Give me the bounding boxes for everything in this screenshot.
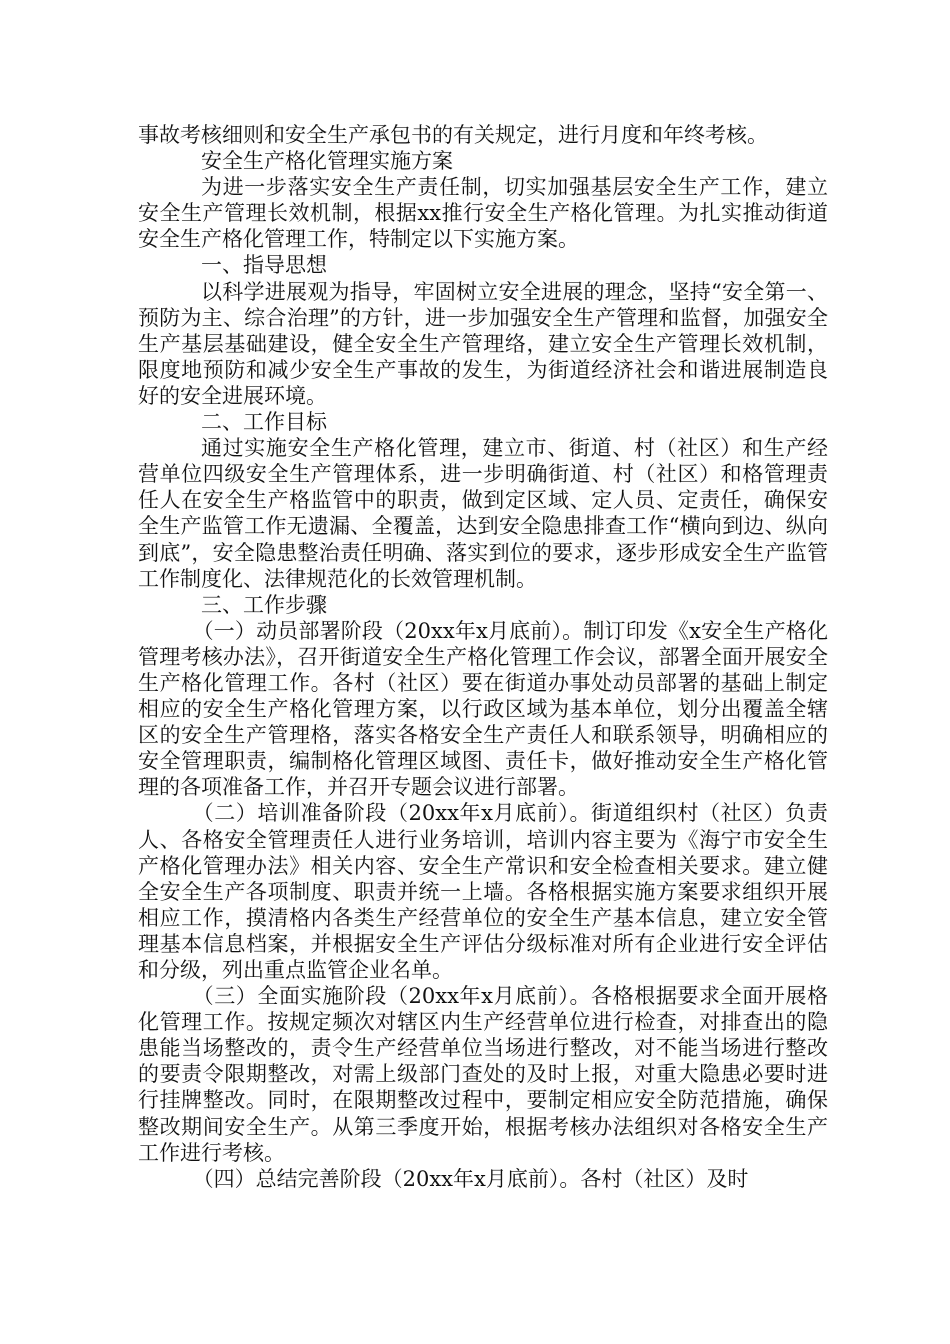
section-heading-guiding-thought: 一、指导思想 [201, 253, 327, 278]
paragraph-step-2: （二）培训准备阶段（20xx年x月底前）。街道组织村（社区）负责人、各格安全管理责任人进行业务培训，培训内容主要为《海宁市安全生产格化管理办法》相关内容、安全生产常识和安全检查相关要求。建立健全安全生产各项制度、职责并统一上墙。各格根据实施方案要求组织开展相应工作，摸清格内各类生产经营单位的安全生产基本信息，建立安全管理基本信息档案，并根据安全生产评估分级标准对所有企业进行安全评估和分级，列出重点监管企业名单。 [138, 801, 828, 982]
paragraph-step-3: （三）全面实施阶段（20xx年x月底前）。各格根据要求全面开展格化管理工作。按规定频次对辖区内生产经营单位进行检查，对排查出的隐患能当场整改的，责令生产经营单位当场进行整改，对不能当场进行整改的要责令限期整改，对需上级部门查处的及时上报，对重大隐患必要时进行挂牌整改。同时，在限期整改过程中，要制定相应安全防范措施，确保整改期间安全生产。从第三季度开始，根据考核办法组织对各格安全生产工作进行考核。 [138, 984, 828, 1165]
paragraph-work-goals: 通过实施安全生产格化管理，建立市、街道、村（社区）和生产经营单位四级安全生产管理体系，进一步明确街道、村（社区）和格管理责任人在安全生产格监管中的职责，做到定区域、定人员、定责任，确保安全生产监管工作无遗漏、全覆盖，达到安全隐患排查工作“横向到边、纵向到底”，安全隐患整治责任明确、落实到位的要求，逐步形成安全生产监管工作制度化、法律规范化的长效管理机制。 [138, 436, 828, 591]
section-heading-work-goals: 二、工作目标 [201, 410, 327, 435]
paragraph-step-4: （四）总结完善阶段（20xx年x月底前）。各村（社区）及时 [192, 1166, 749, 1191]
paragraph-step-1: （一）动员部署阶段（20xx年x月底前）。制订印发《x安全生产格化管理考核办法》，召开街道安全生产格化管理工作会议，部署全面开展安全生产格化管理工作。各村（社区）要在街道办事处动员部署的基础上制定相应的安全生产格化管理方案，以行政区域为基本单位，划分出覆盖全辖区的安全生产管理格，落实各格安全生产责任人和联系领导，明确相应的安全管理职责，编制格化管理区域图、责任卡，做好推动安全生产格化管理的各项准备工作，并召开专题会议进行部署。 [138, 618, 828, 800]
document-title: 安全生产格化管理实施方案 [201, 149, 453, 174]
paragraph-guiding-thought: 以科学进展观为指导，牢固树立安全进展的理念，坚持“安全第一、预防为主、综合治理”的方针，进一步加强安全生产管理和监督，加强安全生产基层基础建设，健全安全生产管理络，建立安全生产管理长效机制，限度地预防和减少安全生产事故的发生，为街道经济社会和谐进展制造良好的安全进展环境。 [138, 279, 828, 408]
document-body [138, 122, 828, 1192]
section-heading-work-steps: 三、工作步骤 [201, 592, 327, 617]
paragraph-intro: 为进一步落实安全生产责任制，切实加强基层安全生产工作，建立安全生产管理长效机制，根据xx推行安全生产格化管理。为扎实推动街道安全生产格化管理工作，特制定以下实施方案。 [138, 175, 828, 252]
paragraph-continuation: 事故考核细则和安全生产承包书的有关规定，进行月度和年终考核。 [138, 123, 768, 147]
